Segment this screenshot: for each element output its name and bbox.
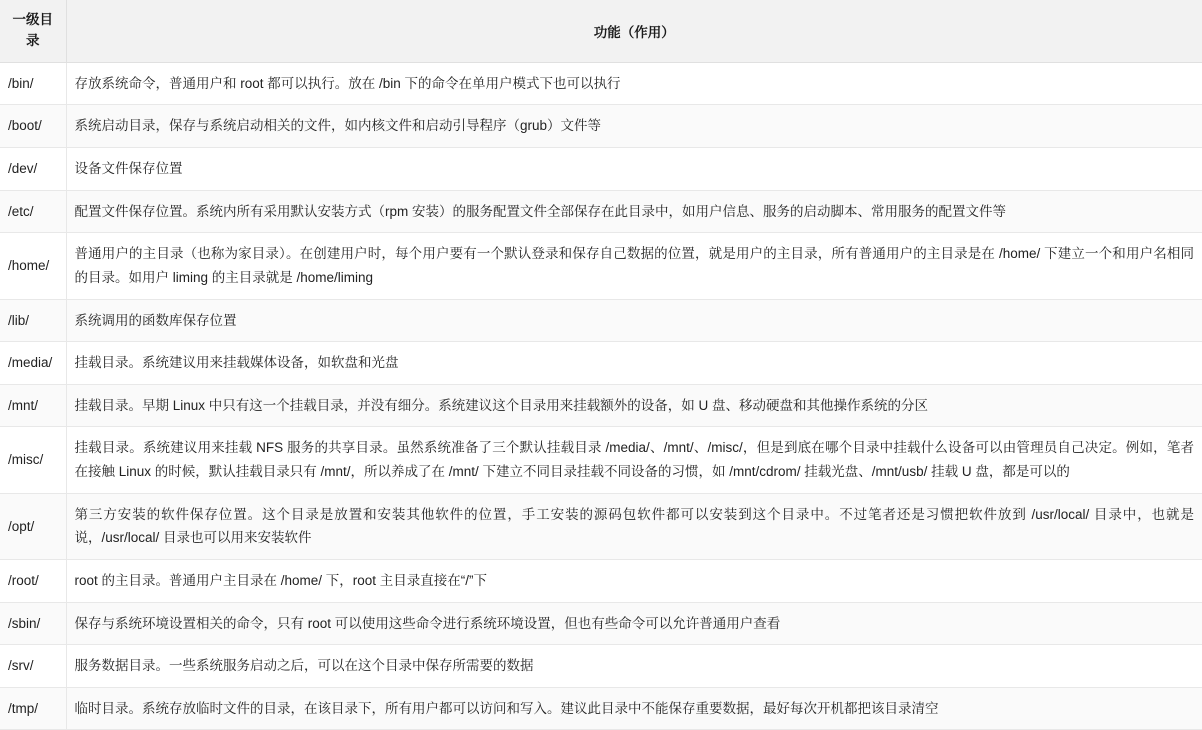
cell-directory: /lib/ (0, 299, 66, 342)
table-row (0, 687, 1202, 730)
cell-description: 第三方安装的软件保存位置。这个目录是放置和安装其他软件的位置，手工安装的源码包软件都可以安装到这个目录中。不过笔者还是习惯把软件放到 /usr/local/ 目录中，也就是说，/usr/local/ 目录也可以用来安装软件 (66, 493, 1202, 559)
table-header (0, 0, 1202, 62)
table-header-row (0, 0, 1202, 62)
column-header-function: 功能（作用） (66, 0, 1202, 62)
cell-description: 普通用户的主目录（也称为家目录）。在创建用户时，每个用户要有一个默认登录和保存自己数据的位置，就是用户的主目录，所有普通用户的主目录是在 /home/ 下建立一个和用户名相同的目录。如用户 liming 的主目录就是 /home/liming (66, 233, 1202, 299)
table-row (0, 645, 1202, 688)
cell-directory: /bin/ (0, 62, 66, 105)
table-row (0, 299, 1202, 342)
cell-directory: /mnt/ (0, 384, 66, 427)
table-row (0, 190, 1202, 233)
cell-description: 挂载目录。系统建议用来挂载 NFS 服务的共享目录。虽然系统准备了三个默认挂载目录 /media/、/mnt/、/misc/，但是到底在哪个目录中挂载什么设备可以由管理员自己决定。例如，笔者在接触 Linux 的时候，默认挂载目录只有 /mnt/，所以养成了在 /mnt/ 下建立不同目录挂载不同设备的习惯，如 /mnt/cdrom/ 挂载光盘、/mnt/usb/ 挂载 U 盘，都是可以的 (66, 427, 1202, 493)
cell-directory: /sbin/ (0, 602, 66, 645)
cell-description: 设备文件保存位置 (66, 148, 1202, 191)
table-row (0, 62, 1202, 105)
column-header-directory: 一级目录 (0, 0, 66, 62)
cell-directory: /opt/ (0, 493, 66, 559)
cell-description: 挂载目录。系统建议用来挂载媒体设备，如软盘和光盘 (66, 342, 1202, 385)
table-row (0, 384, 1202, 427)
cell-directory: /dev/ (0, 148, 66, 191)
cell-directory: /tmp/ (0, 687, 66, 730)
cell-description: 临时目录。系统存放临时文件的目录，在该目录下，所有用户都可以访问和写入。建议此目录中不能保存重要数据，最好每次开机都把该目录清空 (66, 687, 1202, 730)
cell-directory: /root/ (0, 559, 66, 602)
table-row (0, 493, 1202, 559)
cell-description: 系统启动目录，保存与系统启动相关的文件，如内核文件和启动引导程序（grub）文件等 (66, 105, 1202, 148)
cell-directory: /home/ (0, 233, 66, 299)
table-body (0, 62, 1202, 730)
cell-directory: /media/ (0, 342, 66, 385)
cell-description: 挂载目录。早期 Linux 中只有这一个挂载目录，并没有细分。系统建议这个目录用来挂载额外的设备，如 U 盘、移动硬盘和其他操作系统的分区 (66, 384, 1202, 427)
cell-description: 存放系统命令，普通用户和 root 都可以执行。放在 /bin 下的命令在单用户模式下也可以执行 (66, 62, 1202, 105)
cell-directory: /boot/ (0, 105, 66, 148)
cell-description: 服务数据目录。一些系统服务启动之后，可以在这个目录中保存所需要的数据 (66, 645, 1202, 688)
table-row (0, 602, 1202, 645)
cell-description: root 的主目录。普通用户主目录在 /home/ 下，root 主目录直接在“/”下 (66, 559, 1202, 602)
cell-description: 配置文件保存位置。系统内所有采用默认安装方式（rpm 安装）的服务配置文件全部保存在此目录中，如用户信息、服务的启动脚本、常用服务的配置文件等 (66, 190, 1202, 233)
cell-directory: /srv/ (0, 645, 66, 688)
cell-directory: /misc/ (0, 427, 66, 493)
table-row (0, 148, 1202, 191)
cell-description: 系统调用的函数库保存位置 (66, 299, 1202, 342)
table-row (0, 342, 1202, 385)
table-row (0, 559, 1202, 602)
table-row (0, 427, 1202, 493)
cell-directory: /etc/ (0, 190, 66, 233)
table-row (0, 233, 1202, 299)
table-row (0, 105, 1202, 148)
cell-description: 保存与系统环境设置相关的命令，只有 root 可以使用这些命令进行系统环境设置，但也有些命令可以允许普通用户查看 (66, 602, 1202, 645)
